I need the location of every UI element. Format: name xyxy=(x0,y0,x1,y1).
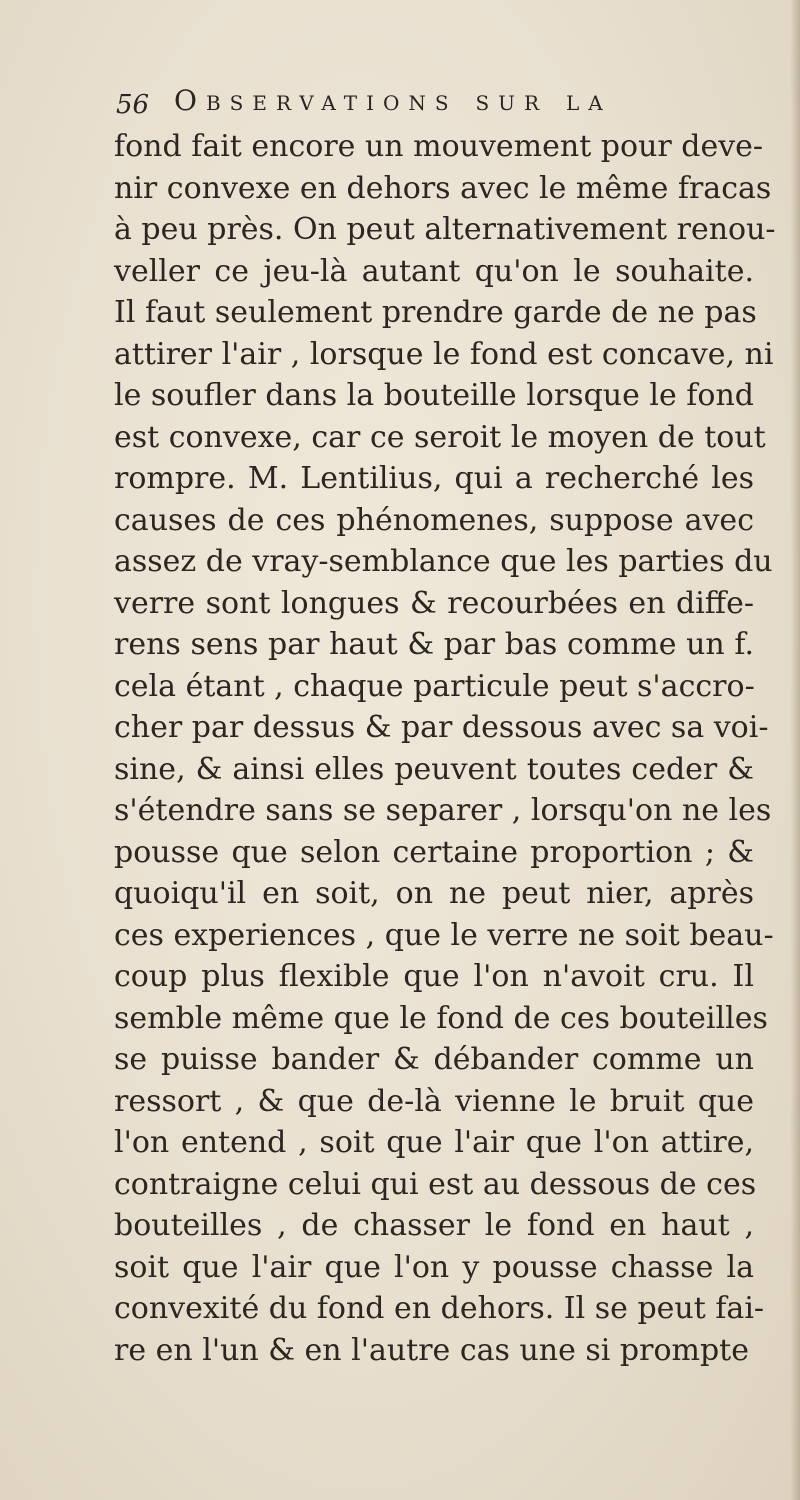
text-line: soit que l'air que l'on y pousse chasse la xyxy=(114,1249,754,1285)
text-line: cela étant , chaque particule peut s'accro- xyxy=(114,668,755,704)
text-line: causes de ces phénomenes, suppose avec xyxy=(114,502,754,538)
text-line: cher par dessus & par dessous avec sa voi- xyxy=(114,710,769,745)
text-line: sine, & ainsi elles peuvent toutes ceder & xyxy=(114,751,754,787)
body-text xyxy=(114,126,776,1371)
running-title: Observations sur la xyxy=(174,84,612,117)
text-line: attirer l'air , lorsque le fond est concave, ni xyxy=(114,336,774,372)
text-line: l'on entend , soit que l'air que l'on attire, xyxy=(114,1125,754,1160)
text-line: verre sont longues & recourbées en diffe- xyxy=(114,585,754,621)
text-line: à peu près. On peut alternativement renou- xyxy=(114,212,776,247)
text-line: re en l'un & en l'autre cas une si prompte xyxy=(114,1332,749,1368)
text-line: veller ce jeu-là autant qu'on le souhaite. xyxy=(114,253,754,289)
text-line: fond fait encore un mouvement pour deve- xyxy=(114,129,764,164)
text-line: nir convexe en dehors avec le même fracas xyxy=(114,170,772,206)
text-line: se puisse bander & débander comme un xyxy=(114,1042,754,1077)
text-line: coup plus flexible que l'on n'avoit cru. Il xyxy=(114,959,754,994)
text-line: Il faut seulement prendre garde de ne pas xyxy=(114,295,757,330)
text-line: le soufler dans la bouteille lorsque le fond xyxy=(114,378,754,413)
text-line: quoiqu'il en soit, on ne peut nier, après xyxy=(114,876,754,911)
text-line: bouteilles , de chasser le fond en haut , xyxy=(114,1208,754,1243)
text-line: rompre. M. Lentilius, qui a recherché les xyxy=(114,461,754,496)
page-number: 56 xyxy=(116,90,150,120)
text-line: s'étendre sans se separer , lorsqu'on ne les xyxy=(114,793,772,828)
page-header xyxy=(116,82,716,132)
text-line: convexité du fond en dehors. Il se peut fai- xyxy=(114,1291,765,1326)
text-line: semble même que le fond de ces bouteilles xyxy=(114,1000,768,1036)
text-line: contraigne celui qui est au dessous de ces xyxy=(114,1166,757,1202)
text-line: assez de vray-semblance que les parties du xyxy=(114,544,773,579)
text-line: pousse que selon certaine proportion ; & xyxy=(114,834,754,870)
text-line: ces experiences , que le verre ne soit beau- xyxy=(114,917,774,953)
text-line: rens sens par haut & par bas comme un f. xyxy=(114,627,754,662)
page-edge-shadow xyxy=(790,0,800,1500)
text-line: est convexe, car ce seroit le moyen de tout xyxy=(114,419,766,455)
text-line: ressort , & que de-là vienne le bruit que xyxy=(114,1083,754,1119)
